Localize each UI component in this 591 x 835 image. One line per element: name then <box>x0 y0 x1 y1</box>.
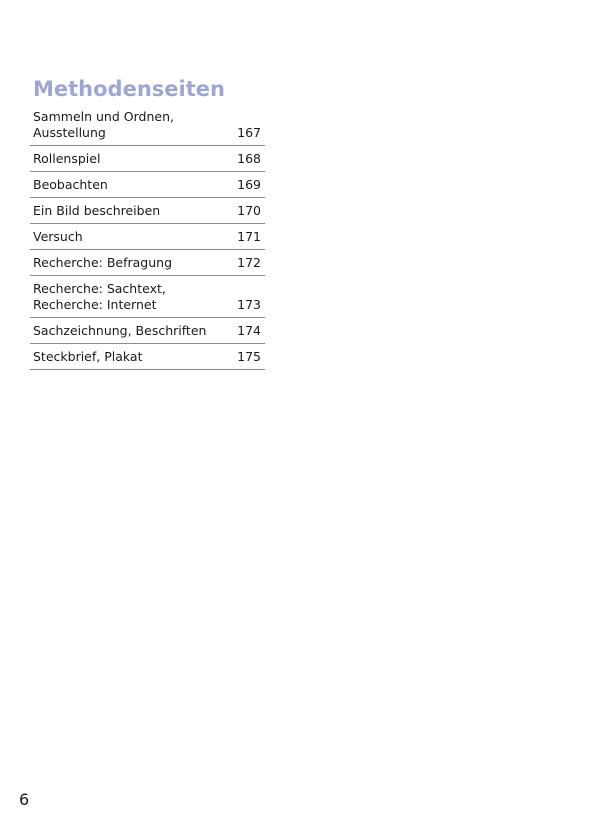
toc-entry-label: Ein Bild beschreiben <box>33 203 161 218</box>
toc-entry-label: Sachzeichnung, Beschriften <box>33 323 207 338</box>
toc-entry[interactable] <box>30 276 265 318</box>
toc-entry[interactable] <box>30 109 265 146</box>
toc-entry-page: 173 <box>237 297 261 312</box>
toc-entry[interactable] <box>30 224 265 250</box>
toc-entry[interactable] <box>30 146 265 172</box>
toc-entry-label: Rollenspiel <box>33 151 101 166</box>
toc-entry-page: 171 <box>237 229 261 244</box>
toc-entry[interactable] <box>30 344 265 370</box>
toc-entry-label: Steckbrief, Plakat <box>33 349 143 364</box>
toc-entry-label: Sammeln und Ordnen, Ausstellung <box>33 109 174 140</box>
toc-entry-page: 175 <box>237 349 261 364</box>
toc-entry-page: 169 <box>237 177 261 192</box>
methods-section <box>30 76 265 370</box>
toc-entry-page: 172 <box>237 255 261 270</box>
toc-entry[interactable] <box>30 198 265 224</box>
toc-entry-page: 168 <box>237 151 261 166</box>
toc-entry-page: 170 <box>237 203 261 218</box>
toc-entry[interactable] <box>30 250 265 276</box>
toc-list <box>30 109 265 370</box>
toc-entry-label: Recherche: Befragung <box>33 255 173 270</box>
toc-entry[interactable] <box>30 172 265 198</box>
toc-entry-label: Beobachten <box>33 177 108 192</box>
toc-entry[interactable] <box>30 318 265 344</box>
section-title: Methodenseiten <box>33 77 225 101</box>
toc-entry-page: 174 <box>237 323 261 338</box>
toc-entry-page: 167 <box>237 125 261 140</box>
page-number: 6 <box>19 790 30 809</box>
toc-entry-label: Versuch <box>33 229 83 244</box>
toc-entry-label: Recherche: Sachtext, Recherche: Internet <box>33 281 166 312</box>
